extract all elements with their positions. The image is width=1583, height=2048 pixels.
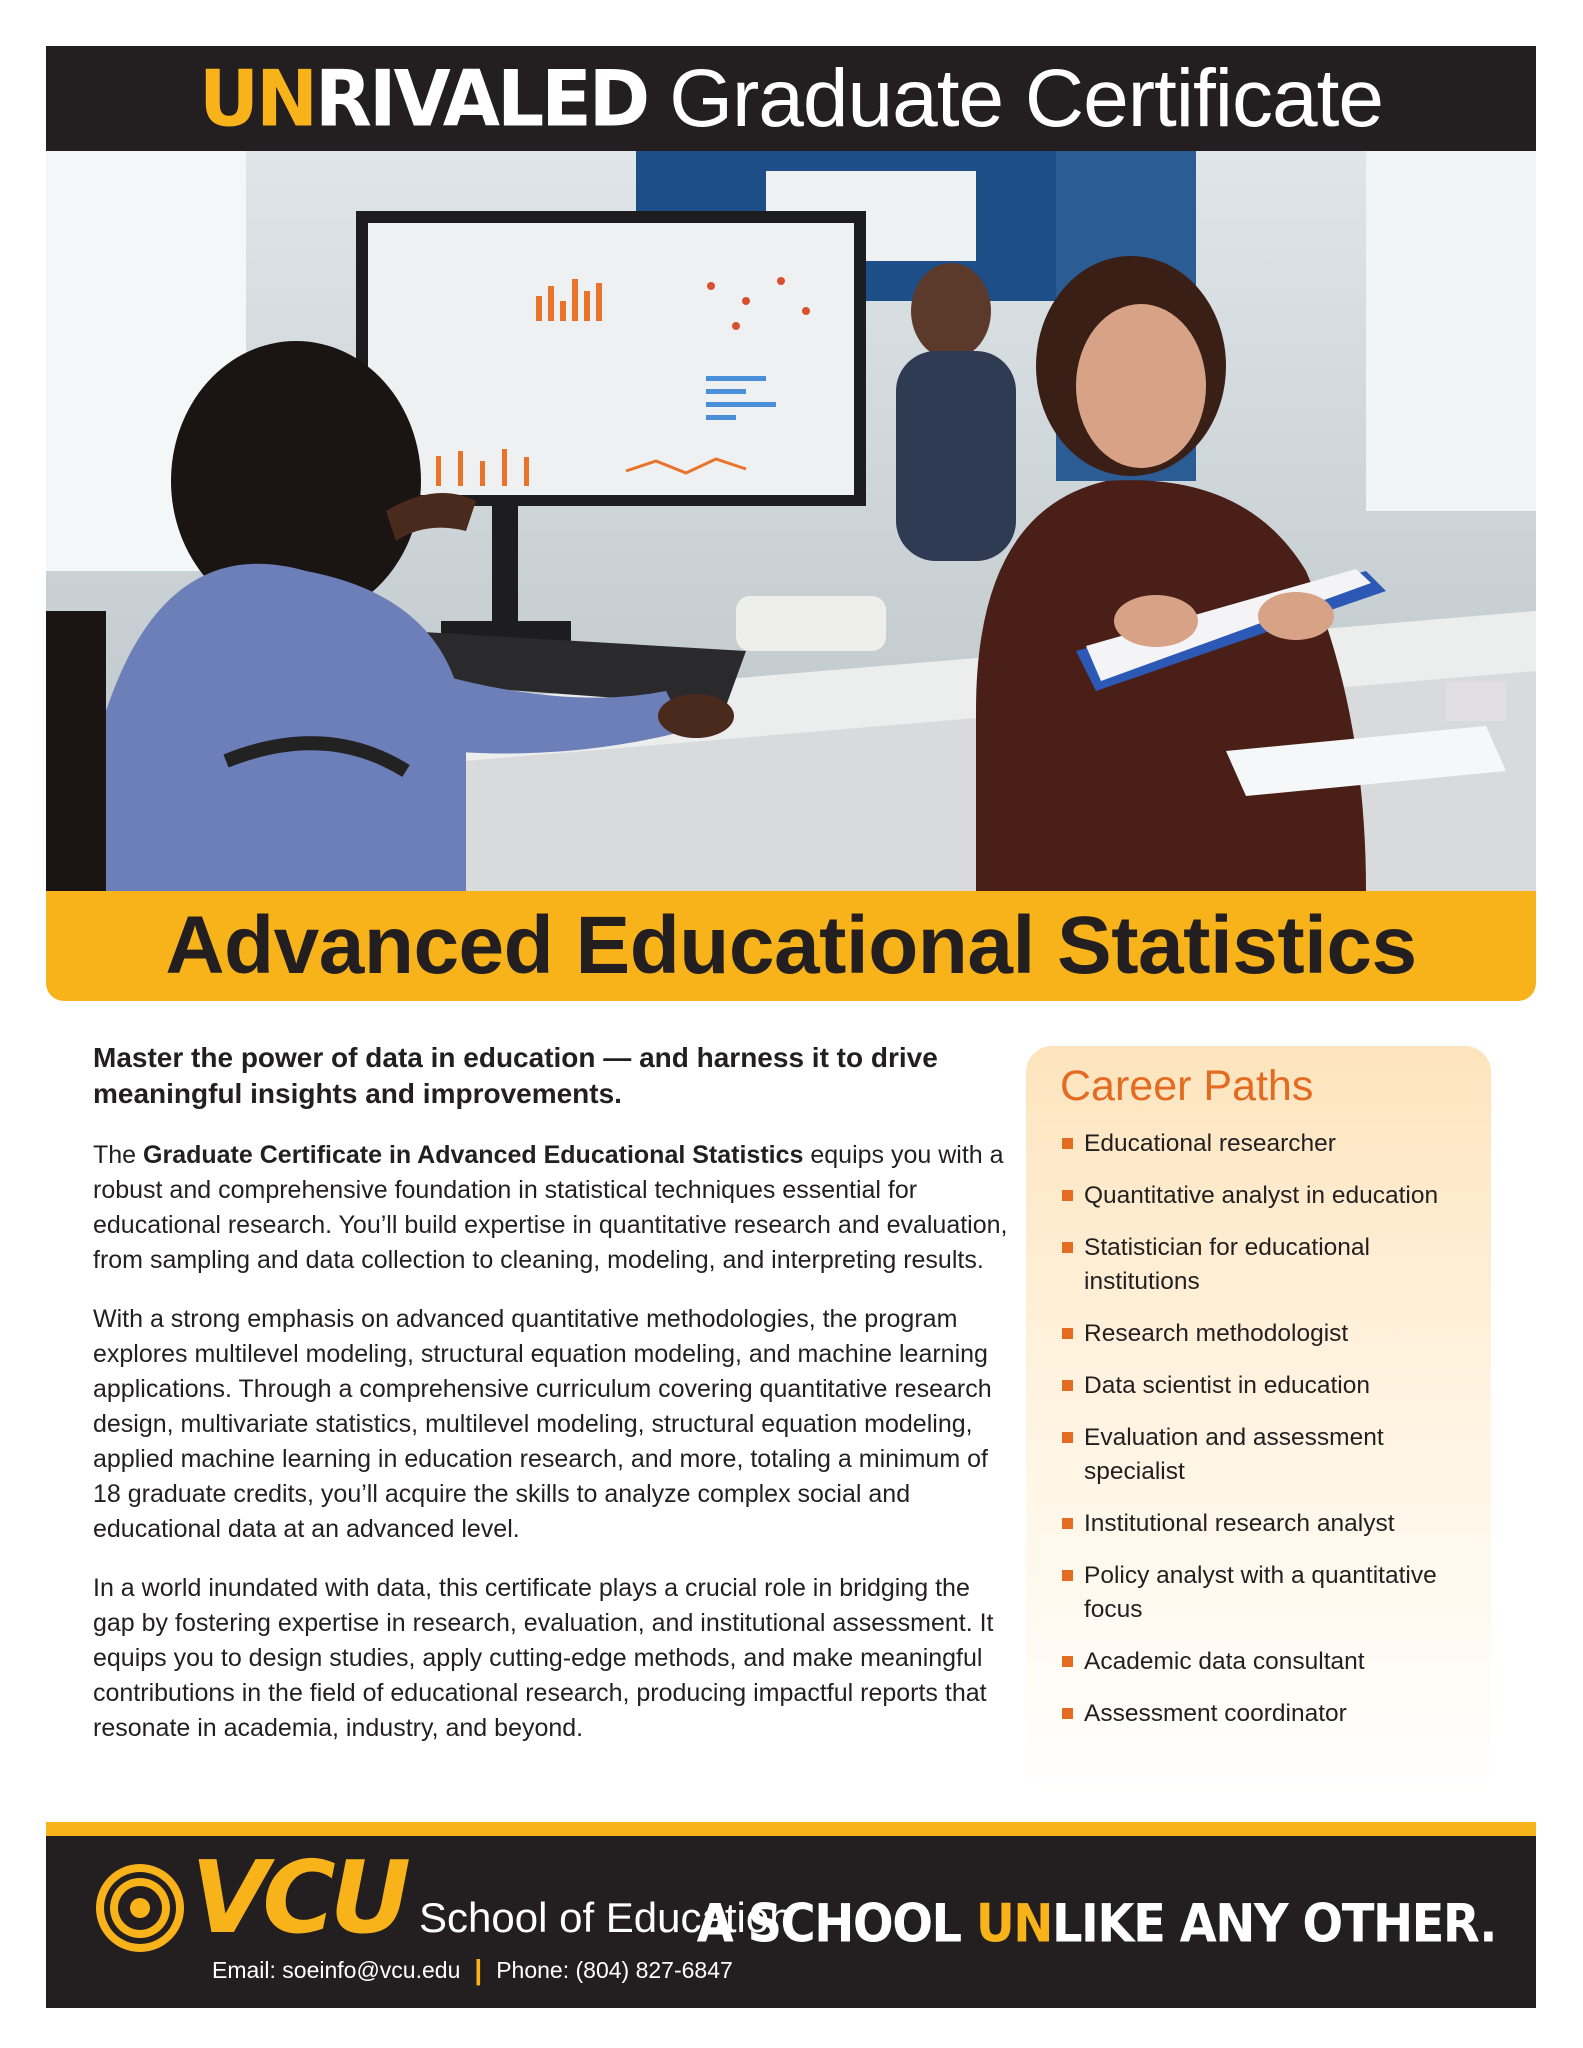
tagline-part-a: A SCHOOL xyxy=(696,1893,976,1955)
lead-statement: Master the power of data in education — and harness it to drive meaningful insights and improvements. xyxy=(93,1042,938,1109)
career-item: Assessment coordinator xyxy=(1060,1697,1461,1731)
paragraph-methodologies: With a strong emphasis on advanced quantitative methodologies, the program explores multilevel modeling, structural equation modeling, and machine learning applications. Through a comprehensive curriculum covering quantitative research design, multivariate statistics, multilevel modeling, structural equation modeling, applied machine learning in education research, and more, totaling a minimum of 18 graduate credits, you’ll acquire the skills to analyze complex social and educational data at an advanced level. xyxy=(93,1305,992,1543)
para1-prefix: The xyxy=(93,1141,144,1169)
program-title: Advanced Educational Statistics xyxy=(165,900,1417,991)
program-description xyxy=(93,1040,1013,1770)
wordmark-un: UN xyxy=(199,53,316,144)
paragraph-overview xyxy=(93,1138,1013,1278)
career-item: Policy analyst with a quantitative focus xyxy=(1060,1559,1461,1627)
tagline-part-b: LIKE ANY OTHER. xyxy=(1051,1893,1496,1955)
school-name: School of Education xyxy=(419,1894,793,1941)
footer-gold-rule xyxy=(46,1822,1536,1836)
university-seal-icon xyxy=(94,1862,186,1954)
career-paths-card xyxy=(1026,1046,1491,1796)
tagline xyxy=(697,1893,1496,1955)
certificate-name: Graduate Certificate in Advanced Educational Statistics xyxy=(143,1141,804,1169)
wordmark-rivaled: RIVALED xyxy=(315,53,648,144)
header-band xyxy=(46,46,1536,151)
title-banner xyxy=(46,891,1536,1001)
contact-info xyxy=(212,1954,733,1986)
paragraph-impact: In a world inundated with data, this certificate plays a crucial role in bridging the gap by fostering expertise in research, evaluation, and institutional assessment. It equips you to design studies, apply cutting-edge methods, and make meaningful contributions in the field of educational research, producing impactful reports that resonate in academia, industry, and beyond. xyxy=(93,1574,994,1742)
hero-photo xyxy=(46,151,1536,891)
career-item: Quantitative analyst in education xyxy=(1060,1179,1461,1213)
career-paths-list xyxy=(1060,1127,1461,1731)
para1-body: equips you with a robust and comprehensive foundation in statistical techniques essential for educational research. You’ll build expertise in quantitative research and evaluation, from sampling and data collection to cleaning, modeling, and interpreting results. xyxy=(93,1141,1008,1274)
career-item: Institutional research analyst xyxy=(1060,1507,1461,1541)
career-item: Statistician for educational institutions xyxy=(1060,1231,1461,1299)
vcu-logo: VCU xyxy=(191,1839,405,1956)
career-item: Research methodologist xyxy=(1060,1317,1461,1351)
career-paths-title: Career Paths xyxy=(1060,1062,1314,1110)
tagline-un: UN xyxy=(975,1893,1052,1955)
unrivaled-wordmark xyxy=(199,53,648,144)
header-title: Graduate Certificate xyxy=(669,52,1383,144)
contact-email[interactable]: Email: soeinfo@vcu.edu xyxy=(212,1956,461,1983)
photo-icon xyxy=(46,151,1536,891)
career-item: Data scientist in education xyxy=(1060,1369,1461,1403)
career-item: Academic data consultant xyxy=(1060,1645,1461,1679)
career-item: Evaluation and assessment specialist xyxy=(1060,1421,1461,1489)
contact-separator: | xyxy=(474,1954,483,1985)
footer xyxy=(46,1836,1536,2008)
career-item: Educational researcher xyxy=(1060,1127,1461,1161)
contact-phone[interactable]: Phone: (804) 827-6847 xyxy=(496,1956,733,1983)
